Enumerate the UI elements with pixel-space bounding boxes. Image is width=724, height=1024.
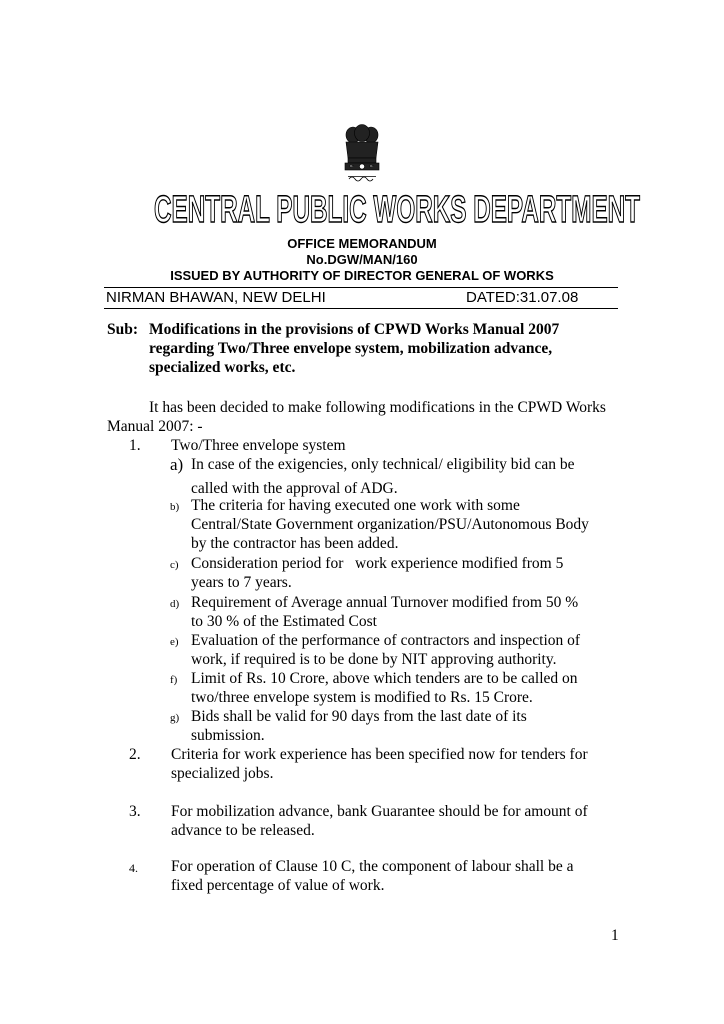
subitem-text bbox=[191, 707, 619, 745]
subitem-label: f) bbox=[170, 674, 178, 686]
item-number: 1. bbox=[129, 437, 141, 454]
page-number: 1 bbox=[611, 927, 619, 944]
issuing-authority: ISSUED BY AUTHORITY OF DIRECTOR GENERAL OF WORKS bbox=[170, 268, 554, 283]
subitem-label: b) bbox=[170, 501, 180, 513]
item-line: advance to be released. bbox=[171, 822, 315, 839]
item-number: 2. bbox=[129, 746, 141, 763]
item-number: 4. bbox=[129, 861, 138, 875]
subitem-label: d) bbox=[170, 598, 180, 610]
intro-paragraph: It has been decided to make following modifications in the CPWD Works Manual 2007: - bbox=[107, 399, 606, 435]
doc-number: No.DGW/MAN/160 bbox=[306, 252, 418, 267]
item-text bbox=[171, 802, 619, 840]
item-line: Criteria for work experience has been specified now for tenders for bbox=[171, 746, 588, 763]
subject-label: Sub: bbox=[107, 321, 139, 338]
subject-text bbox=[149, 320, 619, 377]
subitem-line: two/three envelope system is modified to Rs. 15 Crore. bbox=[191, 689, 533, 706]
national-emblem-icon bbox=[336, 124, 388, 186]
place-date-row bbox=[104, 287, 618, 309]
item-number: 3. bbox=[129, 803, 141, 820]
subitem-line: called with the approval of ADG. bbox=[191, 480, 398, 497]
subitem-line: The criteria for having executed one work with some bbox=[191, 497, 520, 514]
subitem-label: g) bbox=[170, 712, 180, 724]
item-line: fixed percentage of value of work. bbox=[171, 877, 385, 894]
subject-line: Modifications in the provisions of CPWD Works Manual 2007 bbox=[149, 321, 560, 338]
subitem-line: Consideration period for work experience modified from 5 bbox=[191, 555, 564, 572]
place: NIRMAN BHAWAN, NEW DELHI bbox=[106, 289, 326, 306]
subitem-label: a) bbox=[170, 455, 184, 474]
department-title-text: CENTRAL PUBLIC WORKS DEPARTMENT bbox=[154, 189, 640, 230]
item-line: specialized jobs. bbox=[171, 765, 274, 782]
item-line: For mobilization advance, bank Guarantee should be for amount of bbox=[171, 803, 588, 820]
subject-line: specialized works, etc. bbox=[149, 359, 296, 376]
subitem-text bbox=[191, 554, 619, 592]
item-text bbox=[171, 745, 619, 783]
date: DATED:31.07.08 bbox=[466, 289, 579, 306]
doc-type: OFFICE MEMORANDUM bbox=[287, 236, 437, 251]
subitem-line: Limit of Rs. 10 Crore, above which tenders are to be called on bbox=[191, 670, 578, 687]
subject-line: regarding Two/Three envelope system, mobilization advance, bbox=[149, 340, 553, 357]
subitem-line: years to 7 years. bbox=[191, 574, 292, 591]
subitem-line: by the contractor has been added. bbox=[191, 535, 399, 552]
subitem-line: to 30 % of the Estimated Cost bbox=[191, 613, 377, 630]
subitem-text bbox=[191, 453, 619, 501]
subitem-line: In case of the exigencies, only technical/ eligibility bid can be bbox=[191, 456, 575, 473]
subitem-line: work, if required is to be done by NIT approving authority. bbox=[191, 651, 557, 668]
subitem-text bbox=[191, 496, 619, 553]
subitem-line: Bids shall be valid for 90 days from the last date of its bbox=[191, 708, 527, 725]
item-line: For operation of Clause 10 C, the component of labour shall be a bbox=[171, 858, 574, 875]
subitem-text bbox=[191, 669, 619, 707]
subitem-line: submission. bbox=[191, 727, 265, 744]
subitem-line: Central/State Government organization/PSU/Autonomous Body bbox=[191, 516, 589, 533]
subitem-label: e) bbox=[170, 636, 179, 648]
subitem-text bbox=[191, 631, 619, 669]
department-title bbox=[152, 186, 642, 230]
subitem-text bbox=[191, 593, 619, 631]
subitem-line: Requirement of Average annual Turnover modified from 50 % bbox=[191, 594, 579, 611]
subitem-line: Evaluation of the performance of contractors and inspection of bbox=[191, 632, 581, 649]
item-text bbox=[171, 857, 619, 895]
subitem-label: c) bbox=[170, 559, 179, 571]
item-text: Two/Three envelope system bbox=[171, 437, 346, 454]
